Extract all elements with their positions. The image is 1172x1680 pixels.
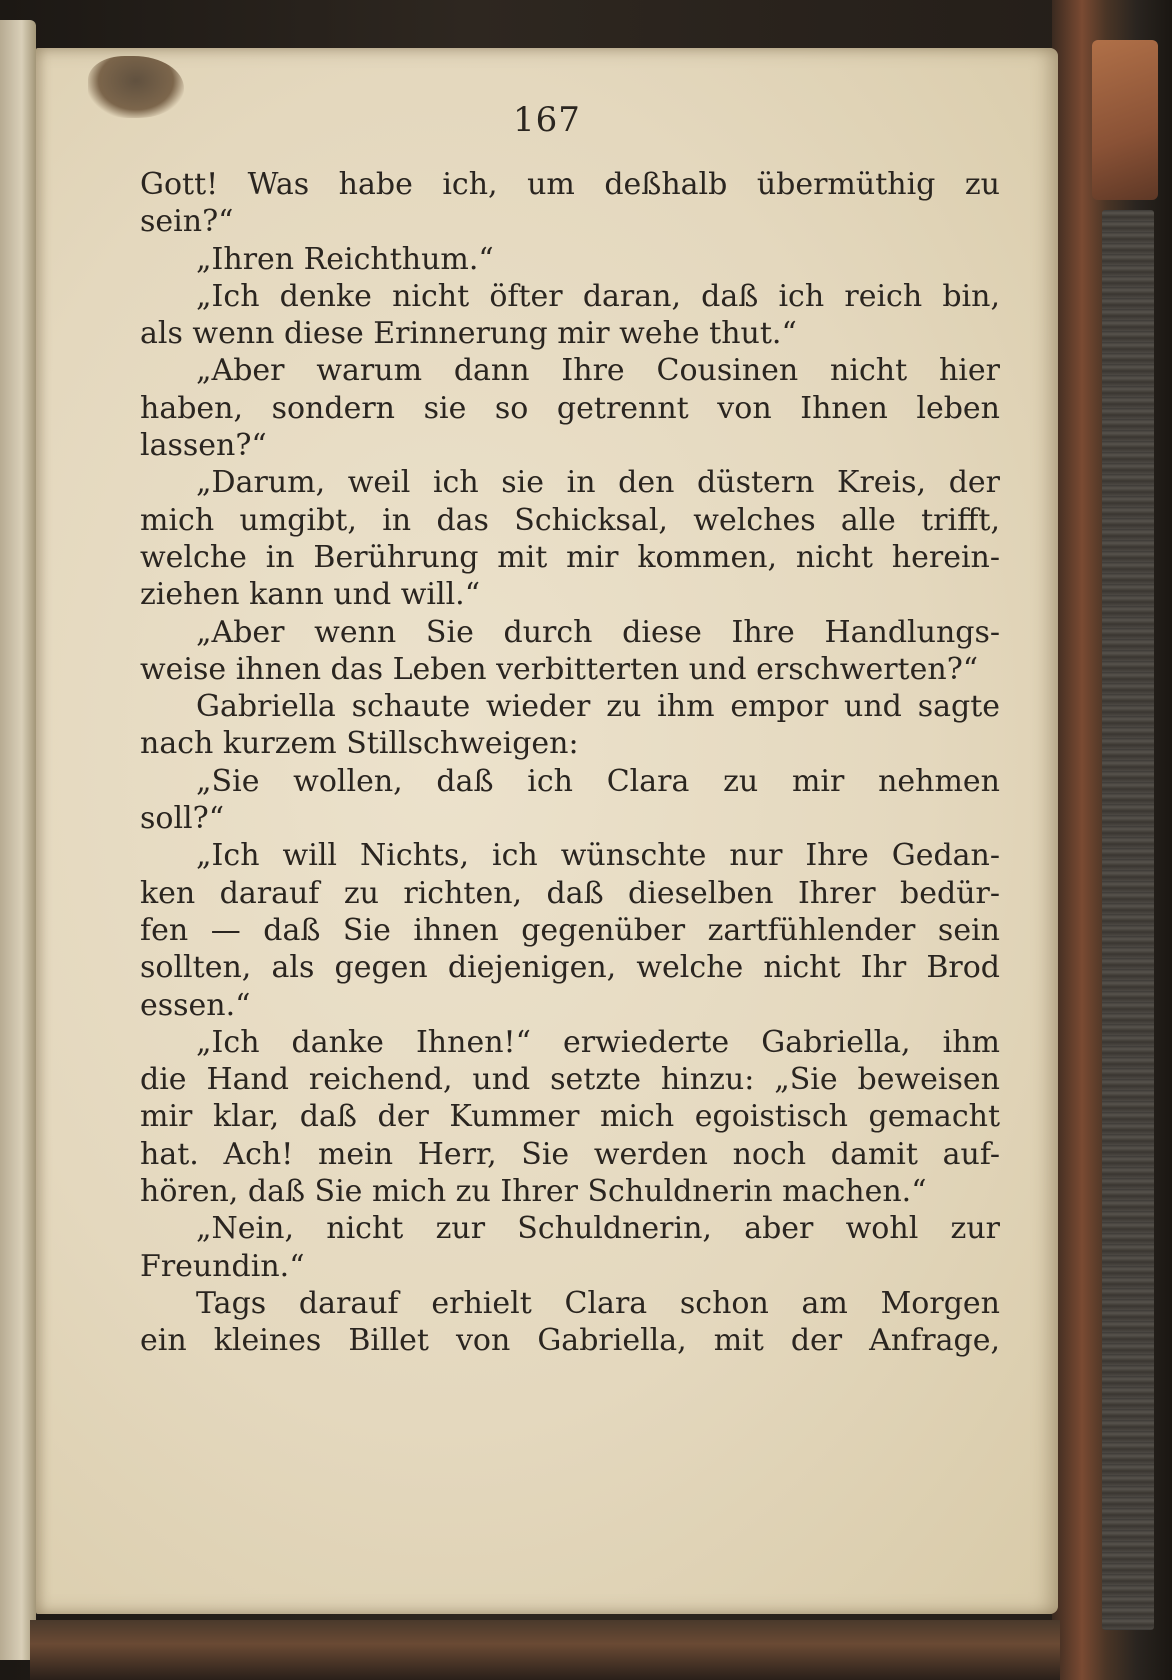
text-line: sollten, als gegen diejenigen, welche nicht Ihr Brod — [140, 950, 1000, 986]
cover-spine-strip — [1102, 210, 1154, 1630]
text-line: Gabriella schaute wieder zu ihm empor und sagte — [196, 689, 1000, 725]
text-line: die Hand reichend, und setzte hinzu: „Sie beweisen — [140, 1062, 1000, 1098]
page-text — [140, 166, 1000, 1360]
text-line: „Ich denke nicht öfter daran, daß ich reich bin, — [196, 278, 1000, 314]
text-line: „Ich will Nichts, ich wünschte nur Ihre Gedan- — [196, 838, 1000, 874]
text-line: hat. Ach! mein Herr, Sie werden noch damit auf- — [140, 1136, 1000, 1172]
text-line: weise ihnen das Leben verbitterten und erschwerten?“ — [140, 651, 979, 687]
cover-corner-leather — [1092, 40, 1158, 200]
page-number: 167 — [513, 100, 581, 140]
text-line: als wenn diese Erinnerung mir wehe thut.“ — [140, 316, 797, 352]
text-line: nach kurzem Stillschweigen: — [140, 726, 579, 762]
book-cover-edge — [1052, 0, 1172, 1680]
text-line: mich umgibt, in das Schicksal, welches alle trifft, — [140, 502, 1000, 538]
book-page — [36, 48, 1058, 1614]
text-line: ziehen kann und will.“ — [140, 577, 481, 613]
text-line: „Sie wollen, daß ich Clara zu mir nehmen — [196, 763, 1000, 799]
text-line: Tags darauf erhielt Clara schon am Morgen — [196, 1285, 1000, 1321]
text-line: „Ich danke Ihnen!“ erwiederte Gabriella, ihm — [196, 1024, 1000, 1060]
text-line: haben, sondern sie so getrennt von Ihnen leben — [140, 390, 1000, 426]
text-line: sein?“ — [140, 204, 234, 240]
text-line: „Aber warum dann Ihre Cousinen nicht hier — [196, 353, 1000, 389]
text-line: soll?“ — [140, 801, 225, 837]
previous-page-edge — [0, 20, 36, 1660]
text-line: „Nein, nicht zur Schuldnerin, aber wohl zur — [196, 1211, 1000, 1247]
text-line: Gott! Was habe ich, um deßhalb übermüthig zu — [140, 167, 1000, 202]
book-bottom-edge — [30, 1620, 1060, 1680]
text-line: „Ihren Reichthum.“ — [196, 241, 494, 277]
text-line: ein kleines Billet von Gabriella, mit der Anfrage, — [140, 1323, 1000, 1359]
text-line: ken darauf zu richten, daß dieselben Ihrer bedür- — [140, 875, 1000, 911]
text-line: Freundin.“ — [140, 1248, 305, 1284]
text-line: „Darum, weil ich sie in den düstern Kreis, der — [196, 465, 1000, 501]
text-line: mir klar, daß der Kummer mich egoistisch gemacht — [140, 1099, 1000, 1135]
text-line: fen — daß Sie ihnen gegenüber zartfühlender sein — [140, 912, 1000, 948]
text-line: essen.“ — [140, 987, 251, 1023]
text-line: welche in Berührung mit mir kommen, nicht herein- — [140, 539, 1000, 575]
text-line: hören, daß Sie mich zu Ihrer Schuldnerin machen.“ — [140, 1174, 927, 1210]
text-line: lassen?“ — [140, 428, 267, 464]
text-line: „Aber wenn Sie durch diese Ihre Handlungs- — [196, 614, 1000, 650]
